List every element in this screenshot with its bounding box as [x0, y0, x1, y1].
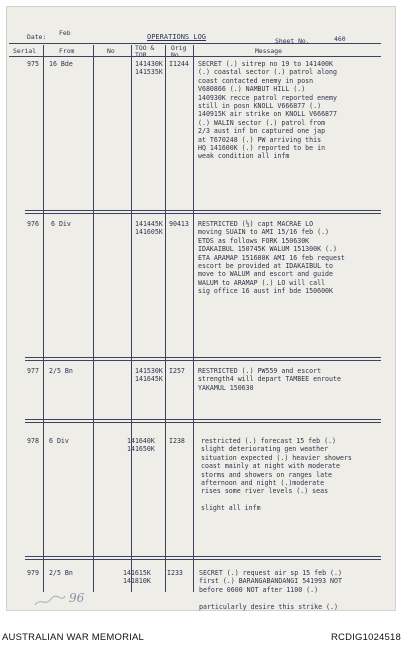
row-rule: [25, 559, 381, 560]
col-header-message: Message: [255, 47, 282, 55]
col-divider: [193, 45, 194, 592]
sheet-number: 460: [334, 35, 346, 43]
entry-times: 141445K 141605K: [135, 220, 163, 237]
entry-times: 141615K 141810K: [123, 569, 151, 586]
entry-serial: 979: [27, 569, 39, 577]
sheet-label: Sheet No.: [275, 37, 310, 45]
archive-footer: [0, 622, 403, 654]
entry-orig-no: I1244: [169, 60, 189, 68]
col-header-orig-no: Orig No: [171, 44, 187, 59]
col-divider: [165, 45, 166, 592]
entry-message: RESTRICTED (.) PW559 and escort strength4 will depart TAMBEE enroute YAKAMUL 150630: [198, 367, 341, 392]
entry-serial: 978: [27, 437, 39, 445]
col-divider: [43, 45, 44, 592]
entry-orig-no: 90413: [169, 220, 189, 228]
entry-from: 16 Bde: [49, 60, 73, 68]
log-title: OPERATIONS LOG: [147, 33, 207, 41]
entry-from: 2/5 Bn: [49, 569, 73, 577]
entry-message: SECRET (.) sitrep no 19 to 141400K (.) coastal sector (.) patrol along coast contacted enemy in posn V680866 (.) NAMBUT HILL (.) 140930K recce patrol reported enemy still in posn KNOLL V666877 (.) 140915K air strike on KNOLL V666877 (.) WALIN sector (.) patrol from 2/3 aust inf bn captured one jap at T670248 (.) PW arriving this HQ 141600K (.) reported to be in weak condition all infm: [198, 60, 337, 161]
row-rule: [25, 422, 381, 423]
entry-serial: 975: [27, 60, 39, 68]
entry-times: 141530K 141645K: [135, 367, 163, 384]
date-label: Date:: [27, 33, 47, 41]
row-rule: [25, 556, 381, 557]
entry-times: 141640K 141650K: [127, 437, 155, 454]
entry-times: 141430K 141535K: [135, 60, 163, 77]
entry-serial: 976: [27, 220, 39, 228]
pencil-scribble: [33, 593, 67, 609]
entry-orig-no: I238: [169, 437, 185, 445]
entry-from: 6 Div: [51, 220, 71, 228]
entry-from: 2/5 Bn: [49, 367, 73, 375]
col-header-serial: Serial: [13, 47, 37, 55]
header-rule-bottom: [9, 56, 381, 57]
entry-orig-no: I233: [167, 569, 183, 577]
entry-message: restricted (.) forecast 15 feb (.) slight deteriorating gen weather situation expected (.) heavier showers coast mainly at night with moderate storms and showers on ranges late afternoon and night (.)moderate rises some river levels (.) seas slight all infm: [201, 437, 352, 513]
row-rule: [25, 419, 381, 420]
date-value: Feb: [59, 29, 71, 37]
row-rule: [25, 213, 381, 214]
col-header-no: No: [107, 47, 115, 55]
log-sheet: [6, 6, 396, 611]
col-header-from: From: [59, 47, 75, 55]
col-divider: [93, 45, 94, 592]
entry-message: RESTRICTED (½) capt MACRAE LO moving SUAIN to AMI 15/16 feb (.) ETDS as follows FORK 150630K IDAKAIBUL 150745K WALUM 151300K (.) ETA ARAMAP 151600K AMI 16 feb request escort be provided at IDAKAIBUL to move to WALUM and escort and guide WALUM to ARAMAP (.) LO will call sig office 16 aust inf bde 150600K: [198, 220, 345, 296]
col-header-too-tor: TOO & TOR: [135, 44, 155, 59]
entry-from: 6 Div: [49, 437, 69, 445]
row-rule: [25, 357, 381, 358]
row-rule: [25, 360, 381, 361]
footer-reference: RCDIG1024518: [331, 632, 401, 643]
handwritten-number: 96: [69, 591, 85, 605]
header-rule-top: [9, 43, 381, 44]
col-divider: [131, 45, 132, 592]
entry-message: SECRET (.) request air sp 15 feb (.) first (.) BARANGABANDANGI 541993 NOT before 0600 NOT after 1100 (.) particularly desire this strike (.): [199, 569, 342, 611]
row-rule: [25, 210, 381, 211]
footer-institution: AUSTRALIAN WAR MEMORIAL: [2, 632, 145, 643]
entry-serial: 977: [27, 367, 39, 375]
entry-orig-no: I257: [169, 367, 185, 375]
